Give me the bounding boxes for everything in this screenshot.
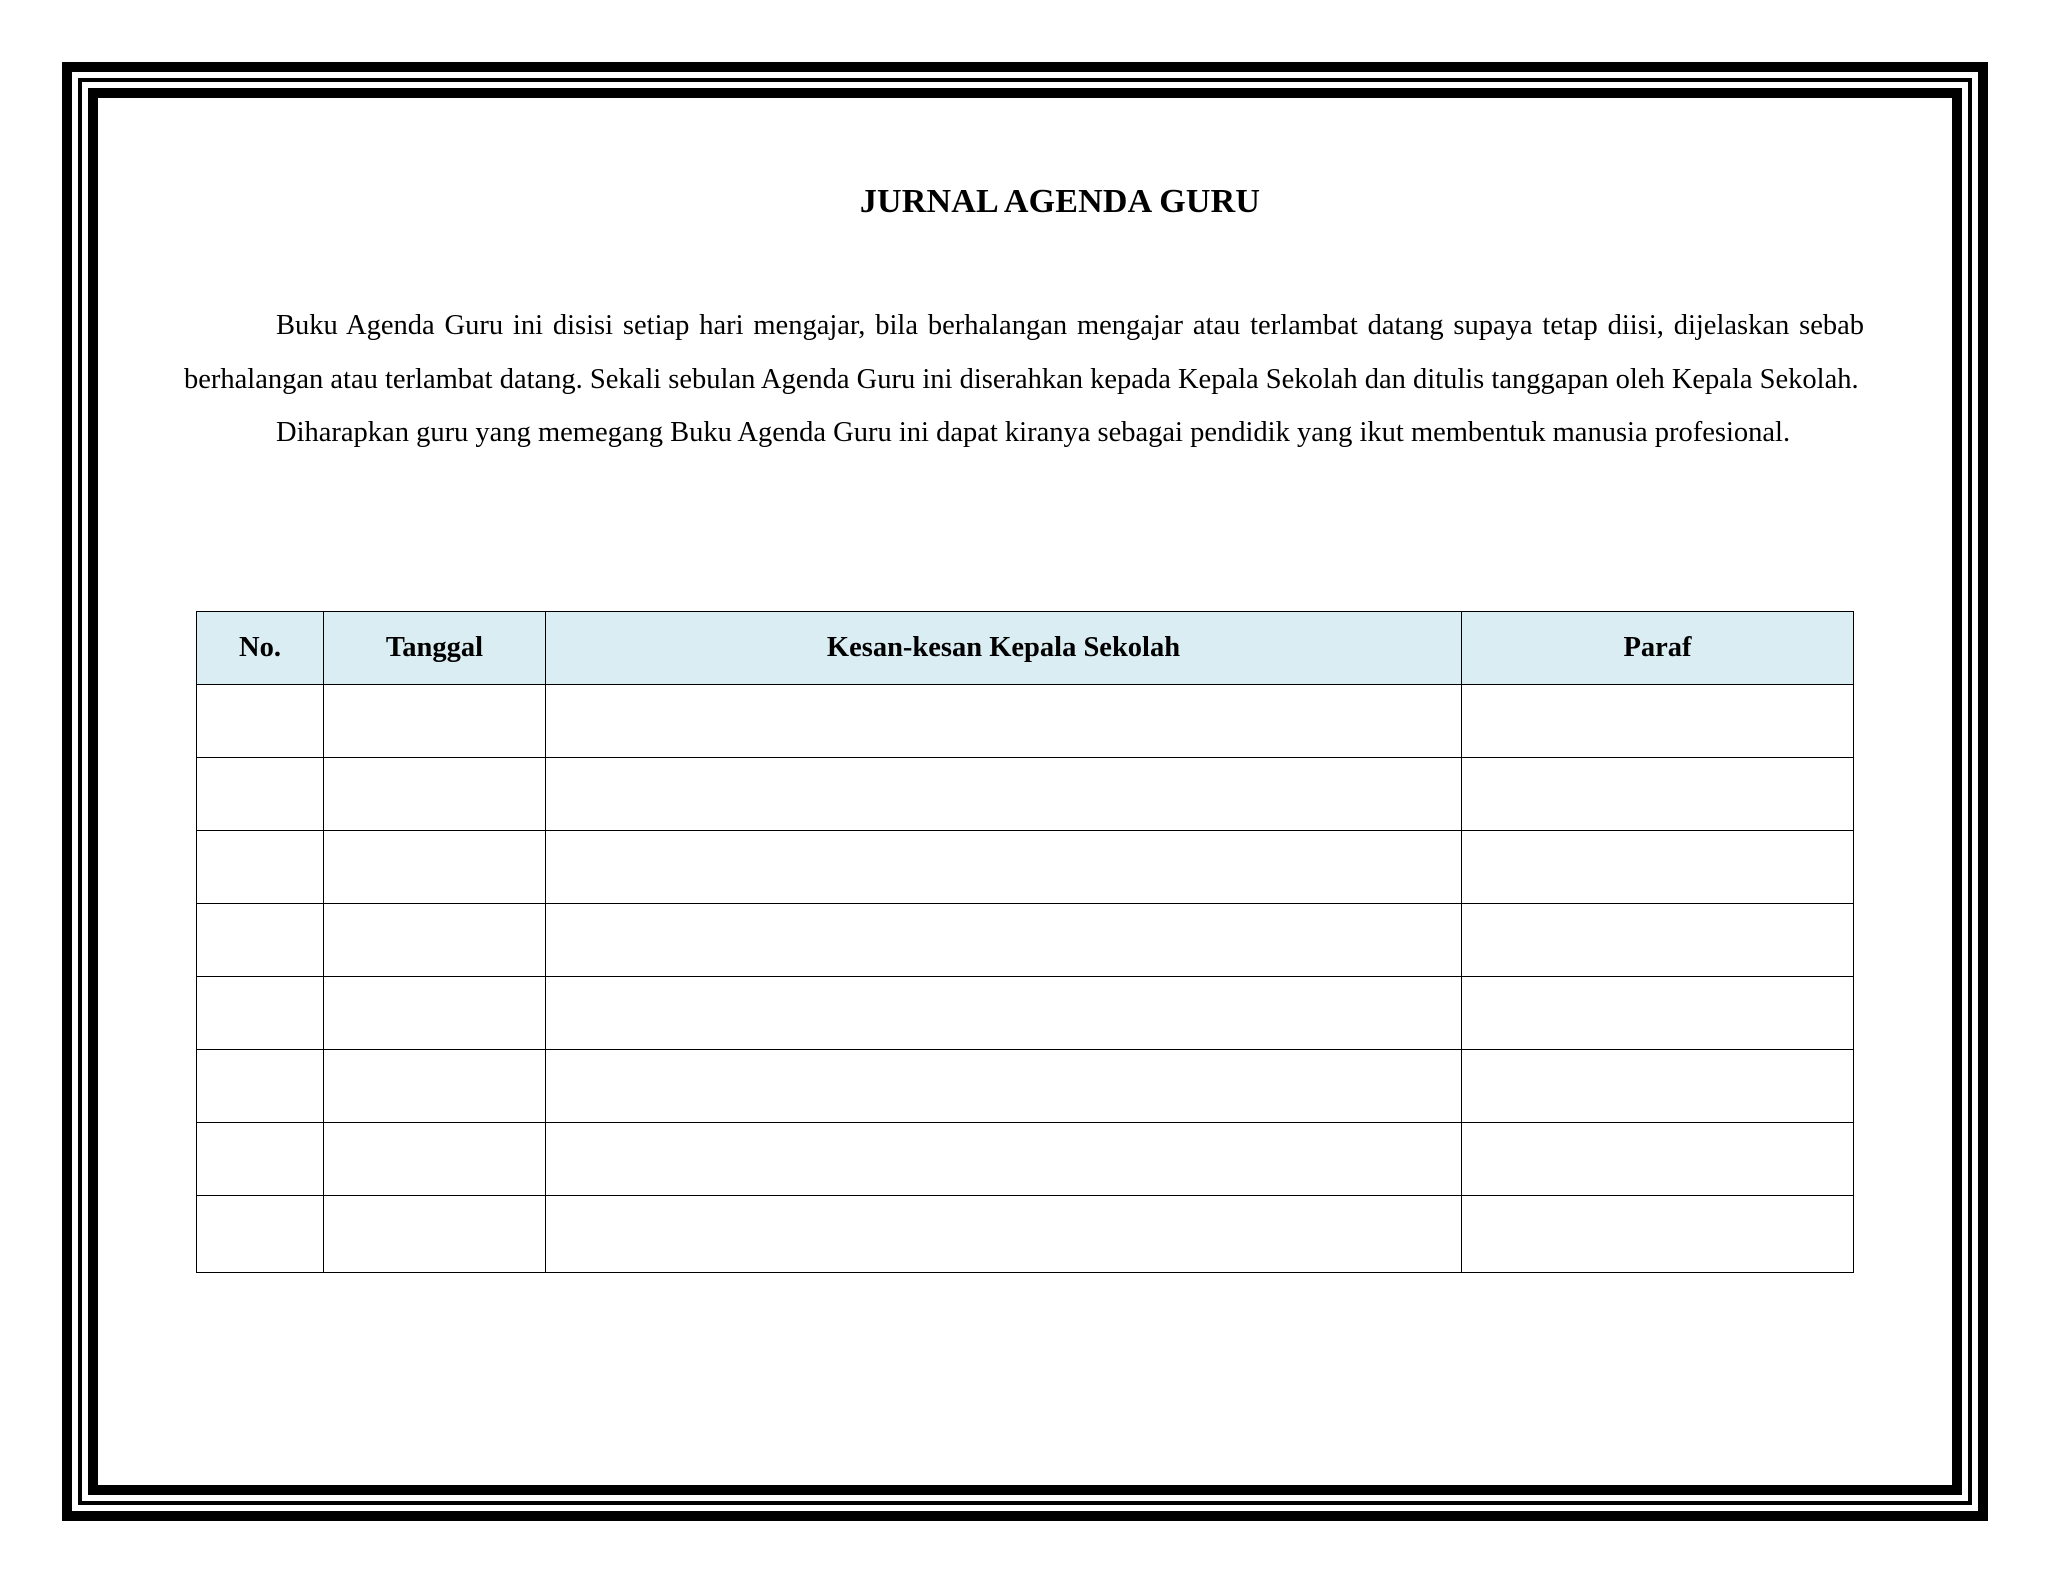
agenda-table — [196, 611, 1854, 1273]
cell-tanggal[interactable] — [324, 904, 546, 977]
cell-no[interactable] — [197, 1196, 324, 1273]
cell-kesan[interactable] — [546, 685, 1462, 758]
cell-kesan[interactable] — [546, 1196, 1462, 1273]
cell-no[interactable] — [197, 1050, 324, 1123]
cell-tanggal[interactable] — [324, 977, 546, 1050]
cell-kesan[interactable] — [546, 977, 1462, 1050]
intro-paragraph-2: Diharapkan guru yang memegang Buku Agenda Guru ini dapat kiranya sebagai pendidik yang ikut membentuk manusia profesional. — [276, 417, 1791, 448]
cell-paraf[interactable] — [1462, 831, 1854, 904]
column-header-kesan: Kesan-kesan Kepala Sekolah — [546, 612, 1462, 685]
table-row — [197, 1123, 1854, 1196]
cell-paraf[interactable] — [1462, 685, 1854, 758]
cell-no[interactable] — [197, 831, 324, 904]
column-header-no: No. — [197, 612, 324, 685]
table-header-row — [197, 612, 1854, 685]
cell-paraf[interactable] — [1462, 1050, 1854, 1123]
cell-no[interactable] — [197, 758, 324, 831]
cell-tanggal[interactable] — [324, 1196, 546, 1273]
cell-kesan[interactable] — [546, 831, 1462, 904]
cell-paraf[interactable] — [1462, 758, 1854, 831]
cell-paraf[interactable] — [1462, 904, 1854, 977]
cell-kesan[interactable] — [546, 1123, 1462, 1196]
table-row — [197, 1050, 1854, 1123]
column-header-paraf: Paraf — [1462, 612, 1854, 685]
page-title: JURNAL AGENDA GURU — [859, 183, 1261, 220]
cell-kesan[interactable] — [546, 758, 1462, 831]
cell-paraf[interactable] — [1462, 977, 1854, 1050]
cell-tanggal[interactable] — [324, 1050, 546, 1123]
table-row — [197, 685, 1854, 758]
cell-no[interactable] — [197, 685, 324, 758]
table-row — [197, 904, 1854, 977]
cell-paraf[interactable] — [1462, 1196, 1854, 1273]
column-header-tanggal: Tanggal — [324, 612, 546, 685]
cell-no[interactable] — [197, 904, 324, 977]
cell-kesan[interactable] — [546, 1050, 1462, 1123]
cell-tanggal[interactable] — [324, 831, 546, 904]
table-body — [197, 685, 1854, 1273]
table-row — [197, 758, 1854, 831]
cell-tanggal[interactable] — [324, 1123, 546, 1196]
table-row — [197, 1196, 1854, 1273]
cell-no[interactable] — [197, 977, 324, 1050]
table-row — [197, 977, 1854, 1050]
cell-no[interactable] — [197, 1123, 324, 1196]
intro-text — [184, 299, 1864, 460]
cell-paraf[interactable] — [1462, 1123, 1854, 1196]
cell-tanggal[interactable] — [324, 758, 546, 831]
cell-tanggal[interactable] — [324, 685, 546, 758]
cell-kesan[interactable] — [546, 904, 1462, 977]
table-row — [197, 831, 1854, 904]
intro-paragraph-1: Buku Agenda Guru ini disisi setiap hari mengajar, bila berhalangan mengajar atau terlambat datang supaya tetap diisi, dijelaskan sebab berhalangan atau terlambat datang. Sekali sebulan Agenda Guru ini diserahkan kepada Kepala Sekolah dan ditulis tanggapan oleh Kepala Sekolah. — [184, 310, 1864, 395]
